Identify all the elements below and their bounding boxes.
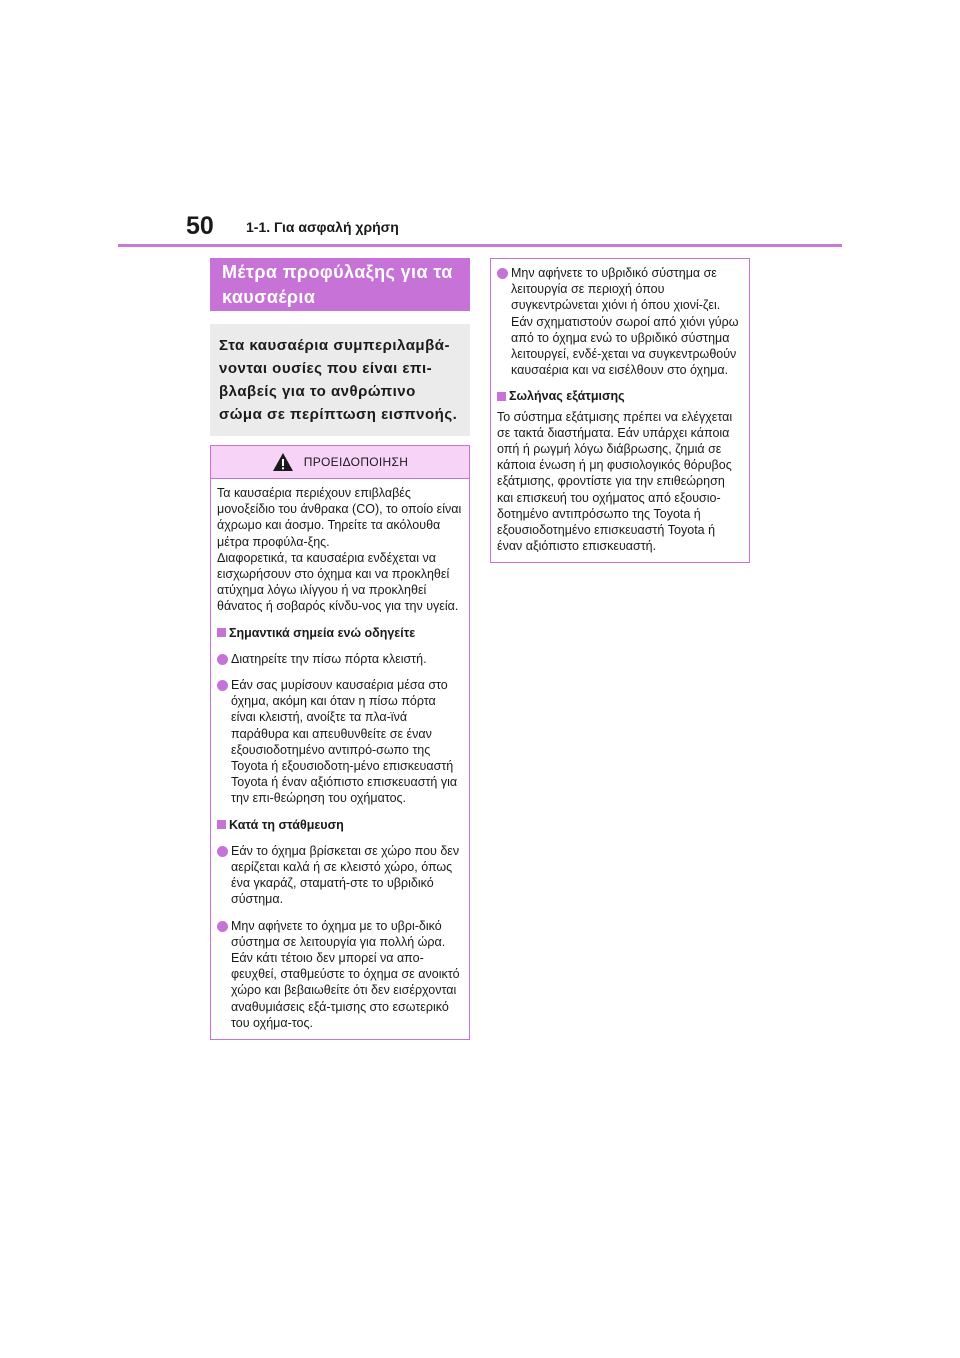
list-item (217, 843, 463, 908)
warning-triangle-icon (272, 452, 294, 472)
subhead-driving (217, 625, 463, 641)
subhead-label: Σημαντικά σημεία ενώ οδηγείτε (229, 625, 416, 640)
subhead-label: Σωλήνας εξάτμισης (509, 389, 625, 404)
list-item (217, 677, 463, 807)
list-item (217, 918, 463, 1031)
warning-box (210, 445, 470, 1040)
subhead-label: Κατά τη στάθμευση (229, 817, 344, 832)
list-item-text: Μην αφήνετε το όχημα με το υβρι-δικό σύστημα σε λειτουργία για πολλή ώρα. Εάν κάτι τέτοιο δεν μπορεί να απο-φευχθεί, σταθμεύστε το όχημα σε ανοικτό χώρο και βεβαιωθείτε ότι δεν εισέρχονται αναθυμιάσεις εξά-τμισης στο εσωτερικό του οχήμα-τος. (231, 918, 460, 1030)
list-item-text: Διατηρείτε την πίσω πόρτα κλειστή. (231, 651, 427, 666)
circle-bullet-icon (217, 921, 228, 932)
list-item-text: Μην αφήνετε το υβριδικό σύστημα σε λειτουργία σε περιοχή όπου συγκεντρώνεται χιόνι ή όπου χιονί-ζει. Εάν σχηματιστούν σωροί από χιόνι γύρω από το όχημα ενώ το υβριδικό σύστημα λειτουργεί, ενδέ-χεται να συγκεντρωθούν καυσαέρια και να εισέλθουν στο όχημα. (511, 266, 739, 378)
left-column (210, 258, 470, 1040)
circle-bullet-icon (217, 680, 228, 691)
square-bullet-icon (217, 820, 226, 829)
circle-bullet-icon (497, 268, 508, 279)
header-rule (118, 244, 842, 247)
warning-paragraph: Διαφορετικά, τα καυσαέρια ενδέχεται να εισχωρήσουν στο όχημα και να προκληθεί ατύχημα λόγω ιλίγγου ή να προκληθεί θάνατος ή σοβαρός κίνδυ-νος για την υγεία. (217, 550, 459, 614)
exhaust-paragraph: Το σύστημα εξάτμισης πρέπει να ελέγχεται σε τακτά διαστήματα. Εάν υπάρχει κάποια οπή ή ρωγμή λόγω διάβρωσης, ζημιά σε κάποια ένωση ή μη φυσιολογικός θόρυβος εξάτμισης, φροντίστε για την επιθεώρηση και επισκευή του οχήματος από εξουσιο-δοτημένο αντιπρόσωπο της Toyota ή εξουσιοδοτημένο επισκευαστή Toyota ή έναν αξιόπιστο επισκευαστή. (497, 409, 733, 554)
warning-label: ΠΡΟΕΙΔΟΠΟΙΗΣΗ (303, 455, 409, 469)
right-column (490, 258, 750, 563)
list-item-text: Εάν το όχημα βρίσκεται σε χώρο που δεν αερίζεται καλά ή σε κλειστό χώρο, όπως ένα γκαράζ, σταματή-στε το υβριδικό σύστημα. (231, 843, 460, 907)
subhead-parking (217, 817, 463, 833)
warning-box-continued (490, 258, 750, 563)
list-item (497, 265, 743, 378)
intro-box: Στα καυσαέρια συμπεριλαμβά-νονται ουσίες που είναι επι-βλαβείς για το ανθρώπινο σώμα σε περίπτωση εισπνοής. (210, 324, 470, 436)
section-title: 1-1. Για ασφαλή χρήση (246, 219, 399, 235)
circle-bullet-icon (217, 654, 228, 665)
square-bullet-icon (497, 392, 506, 401)
warning-paragraph: Τα καυσαέρια περιέχουν επιβλαβές μονοξείδιο του άνθρακα (CO), το οποίο είναι άχρωμο και άοσμο. Τηρείτε τα ακόλουθα μέτρα προφύλα-ξης. (217, 486, 462, 549)
list-item-text: Εάν σας μυρίσουν καυσαέρια μέσα στο όχημα, ακόμη και όταν η πίσω πόρτα είναι κλειστή, ανοίξτε τα πλα-ϊνά παράθυρα και απευθυνθείτε σε έναν εξουσιοδοτημένο αντιπρό-σωπο της Toyota ή εξουσιοδοτη-μένο επισκευαστή Toyota ή έναν αξιόπιστο επισκευαστή για την επι-θεώρηση του οχήματος. (231, 678, 458, 806)
subhead-exhaust (497, 388, 743, 404)
warning-body (211, 479, 469, 1039)
list-item (217, 651, 463, 667)
page-number: 50 (186, 212, 214, 240)
circle-bullet-icon (217, 846, 228, 857)
warning-body (491, 259, 749, 562)
warning-header (211, 446, 469, 479)
square-bullet-icon (217, 628, 226, 637)
topic-banner: Μέτρα προφύλαξης για τα καυσαέρια (210, 258, 470, 311)
